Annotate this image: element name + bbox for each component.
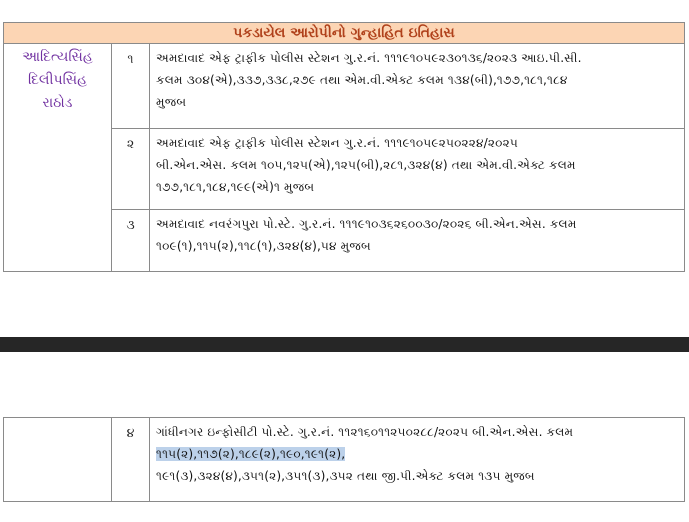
case-line: મુજબ: [156, 95, 187, 109]
row-number: ૪: [112, 418, 150, 502]
case-line: અમદાવાદ એફ ટ્રાફીક પોલીસ સ્ટેશન ગુ.ર.નં. ૧૧૧૯૧૦૫૯૨૩૦૧૩૬/૨૦૨૩ આઇ.પી.સી.: [156, 51, 582, 65]
page-break-bar: [0, 337, 689, 352]
case-line: બી.એન.એસ. કલમ ૧૦૫,૧૨૫(એ),૧૨૫(બી),૨૮૧,૩૨૪(૪) તથા એમ.વી.એક્ટ કલમ: [156, 158, 576, 172]
criminal-history-table-continued: [3, 417, 685, 502]
accused-middle-name: દિલીપસિંહ: [27, 72, 88, 88]
accused-surname: રાઠોડ: [42, 95, 73, 111]
case-details: [150, 210, 685, 272]
case-line: ૧૦૯(૧),૧૧૫(૨),૧૧૮(૧),૩૨૪(૪),૫૪ મુજબ: [156, 239, 371, 253]
row-number: ૨: [112, 129, 150, 210]
accused-first-name: આદિત્યસિંહ: [22, 49, 93, 65]
case-line: અમદાવાદ નવરંગપુરા પો.સ્ટે. ગુ.ર.નં. ૧૧૧૯૧૦૩૬૨૬૦૦૩૦/૨૦૨૬ બી.એન.એસ. કલમ: [156, 217, 577, 231]
case-details: [150, 418, 685, 502]
row-number: ૧: [112, 44, 150, 129]
accused-name-cell: [4, 44, 112, 272]
case-line: [156, 443, 678, 465]
case-line: ૧૯૧(૩),૩૨૪(૪),૩૫૧(૨),૩૫૧(૩),૩૫૨ તથા જી.પી.એક્ટ કલમ ૧૩૫ મુજબ: [156, 469, 535, 483]
table-header: પકડાયેલ આરોપીનો ગુન્હાહિત ઇતિહાસ: [4, 23, 685, 44]
case-details: [150, 129, 685, 210]
row-number: ૩: [112, 210, 150, 272]
case-line: ૧૭૭,૧૮૧,૧૮૪,૧૯૯(એ)૧ મુજબ: [156, 180, 315, 194]
empty-name-cell: [4, 418, 112, 502]
selected-text[interactable]: ૧૧૫(૨),૧૧૭(૨),૧૮૯(૨),૧૯૦,૧૯૧(૨),: [156, 447, 346, 461]
criminal-history-table: [3, 22, 685, 272]
case-details: [150, 44, 685, 129]
case-line: અમદાવાદ એફ ટ્રાફીક પોલીસ સ્ટેશન ગુ.ર.નં. ૧૧૧૯૧૦૫૯૨૫૦૨૨૪/૨૦૨૫: [156, 136, 518, 150]
case-line: ગાંધીનગર ઇન્ફોસીટી પો.સ્ટે. ગુ.ર.નં. ૧૧૨૧૬૦૧૧૨૫૦૨૮૮/૨૦૨૫ બી.એન.એસ. કલમ: [156, 425, 574, 439]
case-line: કલમ ૩૦૪(એ),૩૩૭,૩૩૮,૨૭૯ તથા એમ.વી.એક્ટ કલમ ૧૩૪(બી),૧૭૭,૧૮૧,૧૮૪: [156, 73, 568, 87]
